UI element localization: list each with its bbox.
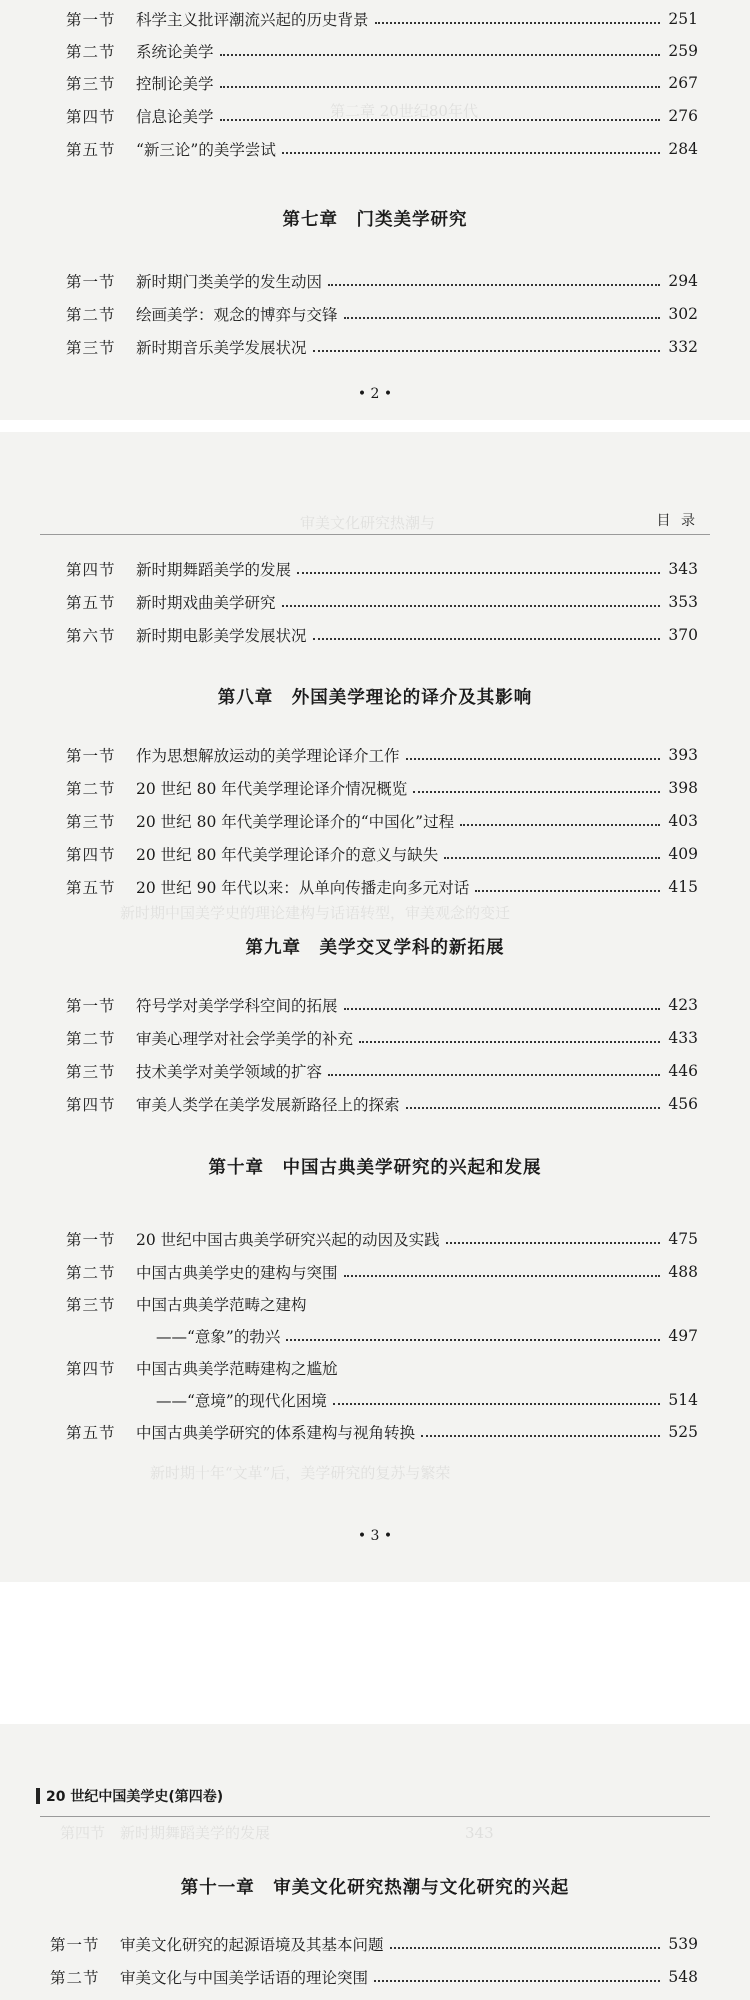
leader-dots [406,758,660,760]
toc-entry[interactable] [66,1023,698,1053]
page-number: 525 [668,1423,698,1441]
page-folio: • 3 • [357,1528,393,1544]
leader-dots [475,890,660,892]
page-number: 284 [668,140,698,158]
leader-dots [333,1403,660,1405]
running-head [36,1786,223,1806]
toc-entry[interactable] [66,839,698,869]
section-number: 第一节 [66,747,116,765]
toc-entry[interactable] [66,134,698,164]
leader-dots [220,119,660,121]
leader-dots [421,1435,660,1437]
leader-dots [413,791,660,793]
leader-dots [313,638,660,640]
toc-page-4 [0,1724,750,2000]
section-title: 中国古典美学史的建构与突围 [136,1264,338,1282]
leader-dots [328,284,660,286]
leader-dots [220,86,660,88]
section-title: 20 世纪 80 年代美学理论译介的意义与缺失 [136,846,439,864]
section-title: 20 世纪 80 年代美学理论译介的“中国化”过程 [136,813,455,831]
section-number: 第六节 [66,627,116,645]
section-number: 第一节 [50,1936,100,1954]
page-gap [0,420,750,432]
toc-entry[interactable] [66,68,698,98]
chapter-heading: 第八章 外国美学理论的译介及其影响 [217,688,533,708]
leader-dots [297,572,660,574]
toc-entry[interactable] [66,806,698,836]
section-number: 第五节 [66,594,116,612]
header-rule [40,1816,710,1817]
header-bar-icon [36,1788,40,1804]
running-head: 目 录 [656,513,698,529]
section-title: 20 世纪 90 年代以来：从单向传播走向多元对话 [136,879,470,897]
section-title: 控制论美学 [136,75,214,93]
running-head-text: 20 世纪中国美学史(第四卷) [46,1789,224,1805]
toc-entry[interactable] [50,1929,698,1959]
section-subtitle: ——“意境”的现代化困境 [156,1392,327,1410]
section-title: 科学主义批评潮流兴起的历史背景 [136,11,369,29]
toc-entry[interactable] [50,1962,698,1992]
page-number: 403 [668,812,698,830]
section-title: 符号学对美学学科空间的拓展 [136,997,338,1015]
bleed-through-text: 新时期中国美学史的理论建构与话语转型，审美观念的变迁 [120,904,511,922]
page-number: 294 [668,272,698,290]
section-number: 第三节 [66,339,116,357]
section-number: 第一节 [66,273,116,291]
section-number: 第三节 [66,1063,116,1081]
toc-page-2 [0,0,750,420]
page-number: 343 [668,560,698,578]
toc-entry[interactable] [66,554,698,584]
chapter-heading: 第七章 门类美学研究 [282,210,468,230]
section-subtitle: ——“意象”的勃兴 [156,1328,281,1346]
toc-entry[interactable] [66,1417,698,1447]
page-number: 423 [668,996,698,1014]
section-title: 中国古典美学范畴建构之尴尬 [136,1360,338,1378]
section-title: 新时期戏曲美学研究 [136,594,276,612]
section-number: 第二节 [66,43,116,61]
page-number: 251 [668,10,698,28]
section-number: 第五节 [66,879,116,897]
toc-entry[interactable] [66,1353,698,1383]
toc-entry[interactable] [66,332,698,362]
page-number: 488 [668,1263,698,1281]
section-title: 审美人类学在美学发展新路径上的探索 [136,1096,400,1114]
bleed-through-text: 审美文化研究热潮与 [300,514,436,532]
page-number: 497 [668,1327,698,1345]
section-title: 20 世纪 80 年代美学理论译介情况概览 [136,780,408,798]
section-number: 第三节 [66,1296,116,1314]
section-number: 第二节 [66,1030,116,1048]
page-number: 302 [668,305,698,323]
leader-dots [359,1041,660,1043]
bleed-through-text: 第二章 20世纪80年代 [330,102,478,120]
section-title: 中国古典美学研究的体系建构与视角转换 [136,1424,416,1442]
section-number: 第四节 [66,1096,116,1114]
page-number: 259 [668,42,698,60]
toc-entry[interactable] [66,872,698,902]
page-number: 433 [668,1029,698,1047]
section-title: 信息论美学 [136,108,214,126]
toc-entry[interactable] [66,587,698,617]
page-folio: • 2 • [357,386,393,402]
toc-entry[interactable] [66,36,698,66]
toc-entry[interactable] [66,1289,698,1319]
leader-dots [446,1242,660,1244]
page-number: 456 [668,1095,698,1113]
toc-entry[interactable] [66,4,698,34]
section-number: 第一节 [66,997,116,1015]
section-number: 第三节 [66,813,116,831]
section-title: 新时期门类美学的发生动因 [136,273,323,291]
section-title: 审美心理学对社会学美学的补充 [136,1030,354,1048]
toc-entry[interactable] [66,1089,698,1119]
page-number: 548 [668,1968,698,1986]
section-title: 20 世纪中国古典美学研究兴起的动因及实践 [136,1231,440,1249]
leader-dots [390,1947,660,1949]
section-title: 中国古典美学范畴之建构 [136,1296,307,1314]
section-number: 第四节 [66,108,116,126]
section-number: 第二节 [66,306,116,324]
page-number: 398 [668,779,698,797]
leader-dots [444,857,660,859]
chapter-heading: 第十章 中国古典美学研究的兴起和发展 [208,1158,542,1178]
leader-dots [286,1339,660,1341]
section-number: 第二节 [66,780,116,798]
toc-entry[interactable] [66,1224,698,1254]
section-title: 绘画美学：观念的博弈与交锋 [136,306,338,324]
bleed-through-text: 第四节 新时期舞蹈美学的发展 343 [60,1824,494,1842]
leader-dots [344,1008,660,1010]
page-number: 353 [668,593,698,611]
section-number: 第四节 [66,1360,116,1378]
leader-dots [344,1275,660,1277]
header-rule [40,534,710,535]
section-title: 技术美学对美学领域的扩容 [136,1063,323,1081]
chapter-heading: 第九章 美学交叉学科的新拓展 [245,938,505,958]
leader-dots [374,1980,660,1982]
page-number: 370 [668,626,698,644]
toc-entry-subtitle[interactable] [66,1321,698,1351]
toc-entry[interactable] [66,740,698,770]
leader-dots [344,317,660,319]
chapter-heading: 第十一章 审美文化研究热潮与文化研究的兴起 [180,1878,570,1898]
leader-dots [282,152,660,154]
section-title: 新时期电影美学发展状况 [136,627,307,645]
toc-entry[interactable] [66,299,698,329]
leader-dots [375,22,660,24]
leader-dots [328,1074,660,1076]
leader-dots [282,605,660,607]
section-title: 审美文化研究的起源语境及其基本问题 [120,1936,384,1954]
section-title: 作为思想解放运动的美学理论译介工作 [136,747,400,765]
section-title: 新时期舞蹈美学的发展 [136,561,292,579]
page-number: 475 [668,1230,698,1248]
leader-dots [406,1107,660,1109]
page-number: 276 [668,107,698,125]
page-number: 539 [668,1935,698,1953]
section-number: 第四节 [66,846,116,864]
section-title: “新三论”的美学尝试 [136,141,276,159]
page-number: 393 [668,746,698,764]
page-number: 514 [668,1391,698,1409]
toc-entry[interactable] [66,990,698,1020]
section-title: 新时期音乐美学发展状况 [136,339,307,357]
leader-dots [313,350,660,352]
page-number: 409 [668,845,698,863]
toc-entry[interactable] [66,266,698,296]
page-gap [0,1582,750,1724]
toc-entry[interactable] [66,773,698,803]
section-number: 第二节 [50,1969,100,1987]
section-title: 审美文化与中国美学话语的理论突围 [120,1969,369,1987]
section-number: 第二节 [66,1264,116,1282]
section-number: 第一节 [66,1231,116,1249]
section-title: 系统论美学 [136,43,214,61]
page-number: 267 [668,74,698,92]
toc-entry[interactable] [66,1257,698,1287]
section-number: 第五节 [66,141,116,159]
toc-entry[interactable] [66,1056,698,1086]
section-number: 第三节 [66,75,116,93]
leader-dots [460,824,660,826]
toc-entry[interactable] [66,620,698,650]
toc-page-3 [0,432,750,1582]
page-number: 446 [668,1062,698,1080]
section-number: 第五节 [66,1424,116,1442]
section-number: 第四节 [66,561,116,579]
page-number: 415 [668,878,698,896]
page-number: 332 [668,338,698,356]
toc-entry[interactable] [66,101,698,131]
leader-dots [220,54,660,56]
section-number: 第一节 [66,11,116,29]
toc-entry-subtitle[interactable] [66,1385,698,1415]
bleed-through-text: 新时期十年“文革”后，美学研究的复苏与繁荣 [150,1464,451,1482]
